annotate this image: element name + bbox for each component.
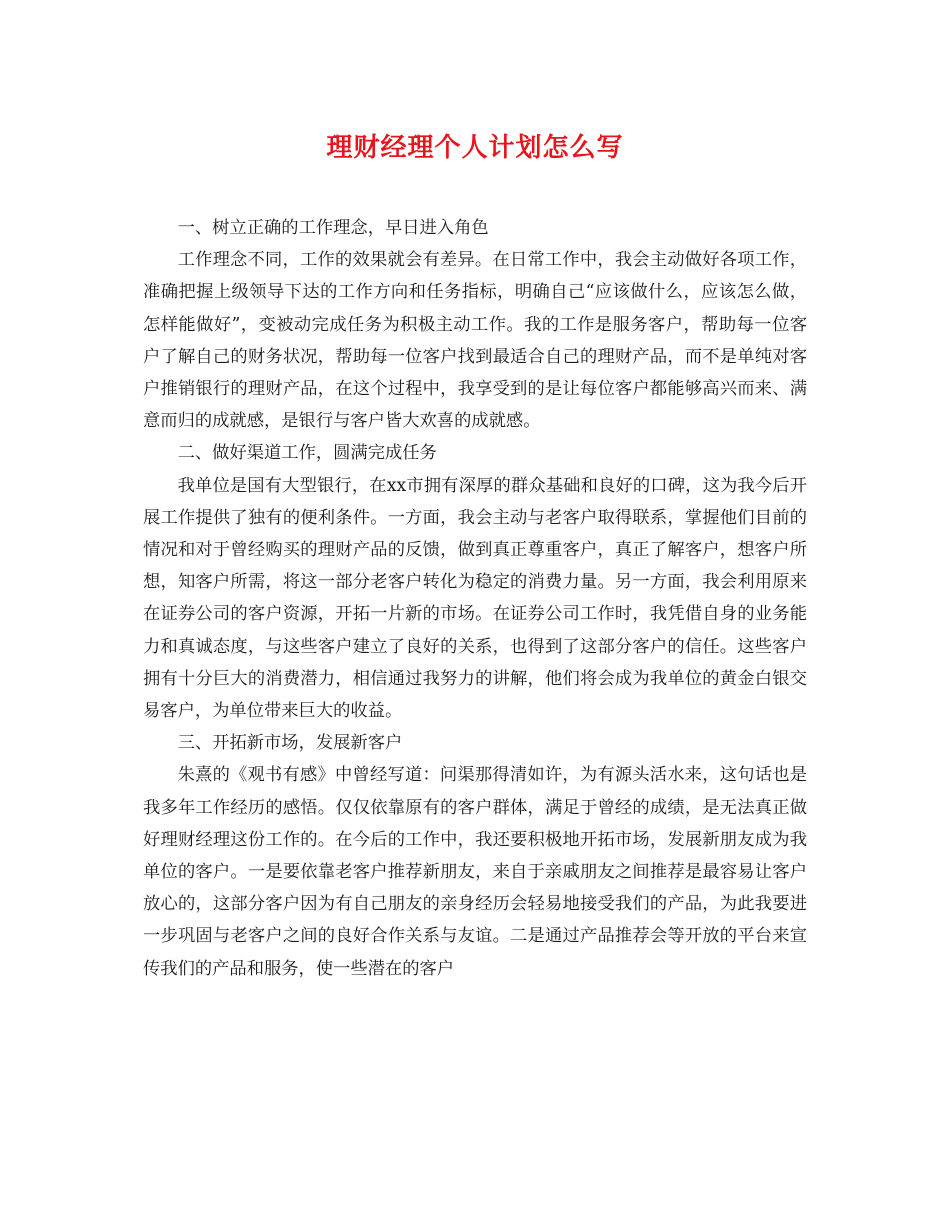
document-body [143,212,807,985]
section-heading-3: 三、开拓新市场，发展新客户 [177,733,403,754]
document-title: 理财经理个人计划怎么写 [326,133,624,163]
body-paragraph-3: 朱熹的《观书有感》中曾经写道：问渠那得清如许，为有源头活水来，这句话也是我多年工作经历的感悟。仅仅依靠原有的客户群体，满足于曾经的成绩，是无法真正做好理财经理这份工作的。在今后的工作中，我还要积极地开拓市场，发展新朋友成为我单位的客户。一是要依靠老客户推荐新朋友，来自于亲戚朋友之间推荐是最容易让客户放心的，这部分客户因为有自己朋友的亲身经历会轻易地接受我们的产品，为此我要进一步巩固与老客户之间的良好合作关系与友谊。二是通过产品推荐会等开放的平台来宣传我们的产品和服务，使一些潜在的客户 [143,765,807,979]
section-heading-2: 二、做好渠道工作，圆满完成任务 [177,443,437,464]
body-paragraph-2: 我单位是国有大型银行，在xx市拥有深厚的群众基础和良好的口碑，这为我今后开展工作提供了独有的便利条件。一方面，我会主动与老客户取得联系，掌握他们目前的情况和对于曾经购买的理财产品的反馈，做到真正尊重客户，真正了解客户，想客户所想，知客户所需，将这一部分老客户转化为稳定的消费力量。另一方面，我会利用原来在证券公司的客户资源，开拓一片新的市场。在证券公司工作时，我凭借自身的业务能力和真诚态度，与这些客户建立了良好的关系，也得到了这部分客户的信任。这些客户拥有十分巨大的消费潜力，相信通过我努力的讲解，他们将会成为我单位的黄金白银交易客户，为单位带来巨大的收益。 [143,475,807,722]
body-paragraph-1: 工作理念不同，工作的效果就会有差异。在日常工作中，我会主动做好各项工作，准确把握上级领导下达的工作方向和任务指标，明确自己“应该做什么，应该怎么做，怎样能做好”，变被动完成任务为积极主动工作。我的工作是服务客户，帮助每一位客户了解自己的财务状况，帮助每一位客户找到最适合自己的理财产品，而不是单纯对客户推销银行的理财产品，在这个过程中，我享受到的是让每位客户都能够高兴而来、满意而归的成就感，是银行与客户皆大欢喜的成就感。 [143,250,807,432]
section-heading-1: 一、树立正确的工作理念，早日进入角色 [177,218,489,238]
